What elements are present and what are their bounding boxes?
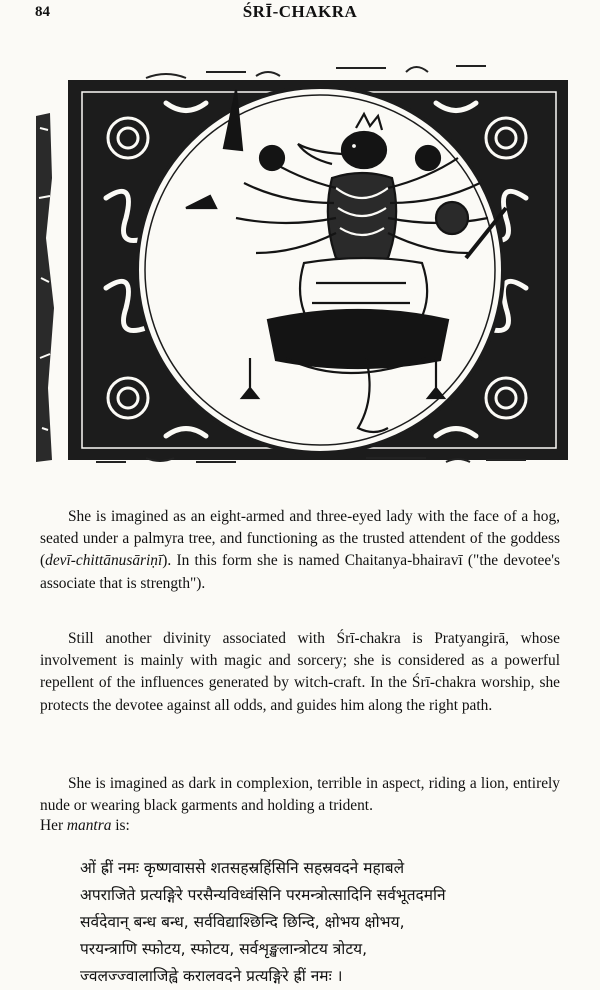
mantra-line: ज्वलज्ज्वालाजिह्वे करालवदने प्रत्यङ्गिरे ह्रीं नमः । [80, 967, 343, 985]
page-edge-left [36, 113, 54, 462]
paragraph-text: She is imagined as an eight-armed and three-eyed lady with the face of a hog, seated under a palmyra tree, and functioning as the trusted attendent of the goddess ( [40, 508, 560, 570]
paragraph-text: ). In this form she is named Chaitanya-bhairavī ("the devotee's associate that is strength"). [40, 552, 560, 592]
page-number: 84 [35, 4, 50, 20]
paragraph-appearance: She is imagined as dark in complexion, terrible in aspect, riding a lion, entirely nude or wearing black garments and holding a trident. [40, 775, 560, 815]
mantra-line: ओं ह्रीं नमः कृष्णवाससे शतसहस्रहिंसिनि सहस्रवदने महाबले [80, 859, 405, 877]
emphasis-sanskrit-term: devī-chittānusāriṇī [45, 552, 163, 570]
running-title: ŚRĪ-CHAKRA [242, 2, 358, 21]
emphasis-mantra: mantra [66, 817, 112, 834]
goddess-illustration [36, 58, 572, 466]
mantra-intro-text: Her [40, 817, 67, 834]
paragraph-hog-faced-goddess [40, 506, 560, 595]
mantra-line: परयन्त्राणि स्फोटय, स्फोटय, सर्वशृङ्खलान्त्रोटय त्रोटय, [80, 940, 368, 958]
illustration-plate [36, 58, 572, 466]
paragraph-pratyangira: Still another divinity associated with Śrī-chakra is Pratyangirā, whose involvement is mainly with magic and sorcery; she is considered as a powerful repellent of the influences generated by witch-craft. In the Śrī-chakra worship, she protects the devotee against all odds, and guides him along the right path. [40, 630, 560, 714]
text-fragment-top [146, 66, 486, 78]
mantra-block [80, 855, 580, 990]
mantra-intro [40, 817, 130, 835]
mantra-line: अपराजिते प्रत्यङ्गिरे परसैन्यविध्वंसिनि परमन्त्रोत्सादिनि सर्वभूतदमनि [80, 886, 446, 904]
mantra-line: सर्वदेवान् बन्ध बन्ध, सर्वविद्याश्छिन्दि छिन्दि, क्षोभय क्षोभय, [80, 913, 405, 931]
mantra-intro-text: is: [111, 817, 130, 834]
